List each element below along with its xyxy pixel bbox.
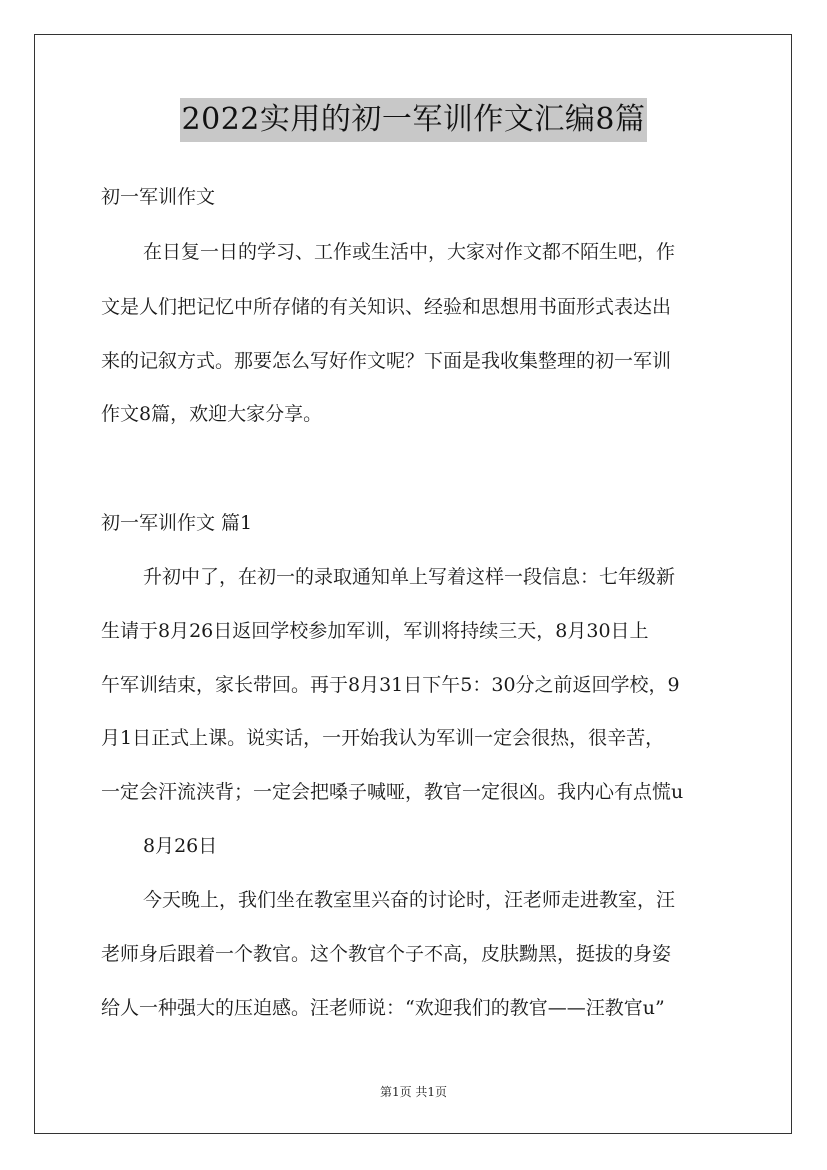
paragraph1-line-3: 午军训结束，家长带回。再于8月31日下午5：30分之前返回学校，9 (101, 674, 680, 696)
paragraph2-line-3: 给人一种强大的压迫感。汪老师说：“欢迎我们的教官——汪教官u” (101, 997, 665, 1019)
paragraph2-line-1: 今天晚上，我们坐在教室里兴奋的讨论时，汪老师走进教室，汪 (143, 889, 676, 911)
paragraph1-line-2: 生请于8月26日返回学校参加军训，军训将持续三天，8月30日上 (101, 620, 649, 642)
document-title: 2022实用的初一军训作文汇编8篇 (180, 98, 648, 142)
intro-line-1: 在日复一日的学习、工作或生活中，大家对作文都不陌生吧，作 (143, 241, 676, 263)
intro-line-2: 文是人们把记忆中所存储的有关知识、经验和思想用书面形式表达出 (101, 296, 672, 318)
paragraph1-line-1: 升初中了，在初一的录取通知单上写着这样一段信息：七年级新 (143, 566, 676, 588)
paragraph1-line-5: 一定会汗流浃背；一定会把嗓子喊哑，教官一定很凶。我内心有点慌u (101, 781, 684, 803)
paragraph1-line-4: 月1日正式上课。说实话，一开始我认为军训一定会很热，很辛苦， (101, 727, 665, 749)
date-line: 8月26日 (143, 835, 218, 857)
paragraph2-line-2: 老师身后跟着一个教官。这个教官个子不高，皮肤黝黑，挺拔的身姿 (101, 943, 672, 965)
title-container (0, 98, 827, 142)
intro-line-3: 来的记叙方式。那要怎么写好作文呢？下面是我收集整理的初一军训 (101, 350, 672, 372)
intro-line-4: 作文8篇，欢迎大家分享。 (101, 403, 323, 425)
article-heading: 初一军训作文 篇1 (101, 512, 253, 534)
page-footer: 第1页 共1页 (379, 1085, 448, 1099)
section-heading: 初一军训作文 (101, 186, 216, 208)
